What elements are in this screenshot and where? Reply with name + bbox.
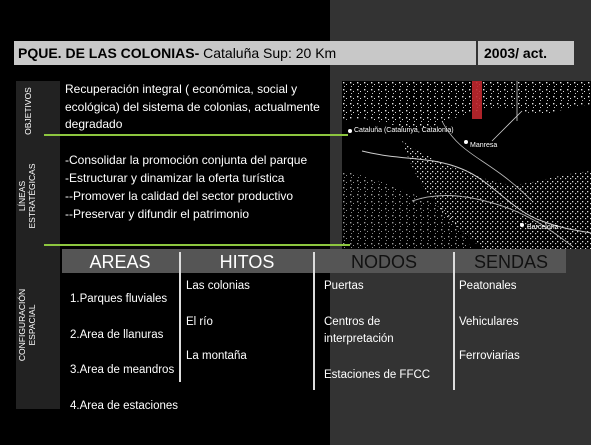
divider-lineas bbox=[44, 244, 350, 246]
lineas-item: -Consolidar la promoción conjunta del parque bbox=[65, 153, 308, 167]
lineas-item: --Promover la calidad del sector productivo bbox=[65, 189, 294, 203]
year-box: 2003/ act. bbox=[478, 41, 574, 65]
col-head-sendas: SENDAS bbox=[473, 252, 549, 272]
map-label-manresa: Manresa bbox=[470, 142, 498, 149]
col-head-areas: AREAS bbox=[89, 252, 151, 272]
map-image bbox=[342, 81, 591, 249]
area-item: 1.Parques fluviales bbox=[70, 293, 168, 305]
column-divider bbox=[453, 252, 455, 390]
satellite-map bbox=[342, 81, 591, 249]
map-label-cataluna: Cataluña (Catalunya, Catalonia) bbox=[354, 127, 454, 134]
title-bar bbox=[14, 41, 476, 65]
area-item: 4.Area de estaciones bbox=[70, 400, 179, 412]
title-bold: PQUE. DE LAS COLONIAS- bbox=[18, 45, 200, 61]
label-config bbox=[17, 283, 39, 367]
label-config-1: CONFIGURACIÓN bbox=[17, 288, 27, 362]
col-head-hitos: HITOS bbox=[219, 252, 275, 272]
label-lineas bbox=[17, 158, 39, 234]
column-divider bbox=[313, 252, 315, 390]
label-config-2: ESPACIAL bbox=[27, 304, 37, 346]
nodo-item: Estaciones de FFCC bbox=[324, 369, 431, 381]
lineas-item: --Preservar y difundir el patrimonio bbox=[65, 207, 250, 221]
title-rest: Cataluña Sup: 20 Km bbox=[199, 45, 337, 61]
hito-item: El río bbox=[186, 316, 213, 328]
map-label-barcelona: Barcelona bbox=[527, 224, 559, 231]
hito-item: La montaña bbox=[186, 350, 247, 362]
lineas-item: -Estructurar y dinamizar la oferta turística bbox=[65, 171, 285, 185]
senda-item: Ferroviarias bbox=[459, 350, 520, 362]
area-item: 3.Area de meandros bbox=[70, 364, 175, 376]
senda-item: Peatonales bbox=[459, 280, 517, 292]
area-item: 2.Area de llanuras bbox=[70, 329, 164, 341]
lineas-list bbox=[65, 151, 345, 223]
objetivos-text: Recuperación integral ( económica, social y ecológica) del sistema de colonias, actualmente degradado bbox=[65, 82, 320, 131]
col-head-nodos: NODOS bbox=[350, 252, 417, 272]
divider-objetivos bbox=[44, 134, 348, 136]
hito-item: Las colonias bbox=[186, 280, 250, 292]
nodo-item: Centros de interpretación bbox=[324, 316, 394, 345]
label-lineas-1: LÍNEAS bbox=[17, 180, 27, 212]
nodo-item: Puertas bbox=[324, 280, 364, 292]
park-highlight bbox=[472, 81, 482, 119]
column-divider bbox=[179, 252, 181, 382]
label-lineas-2: ESTRATÉGICAS bbox=[27, 163, 37, 229]
senda-item: Vehiculares bbox=[459, 316, 519, 328]
label-objetivos: OBJETIVOS bbox=[23, 87, 33, 135]
